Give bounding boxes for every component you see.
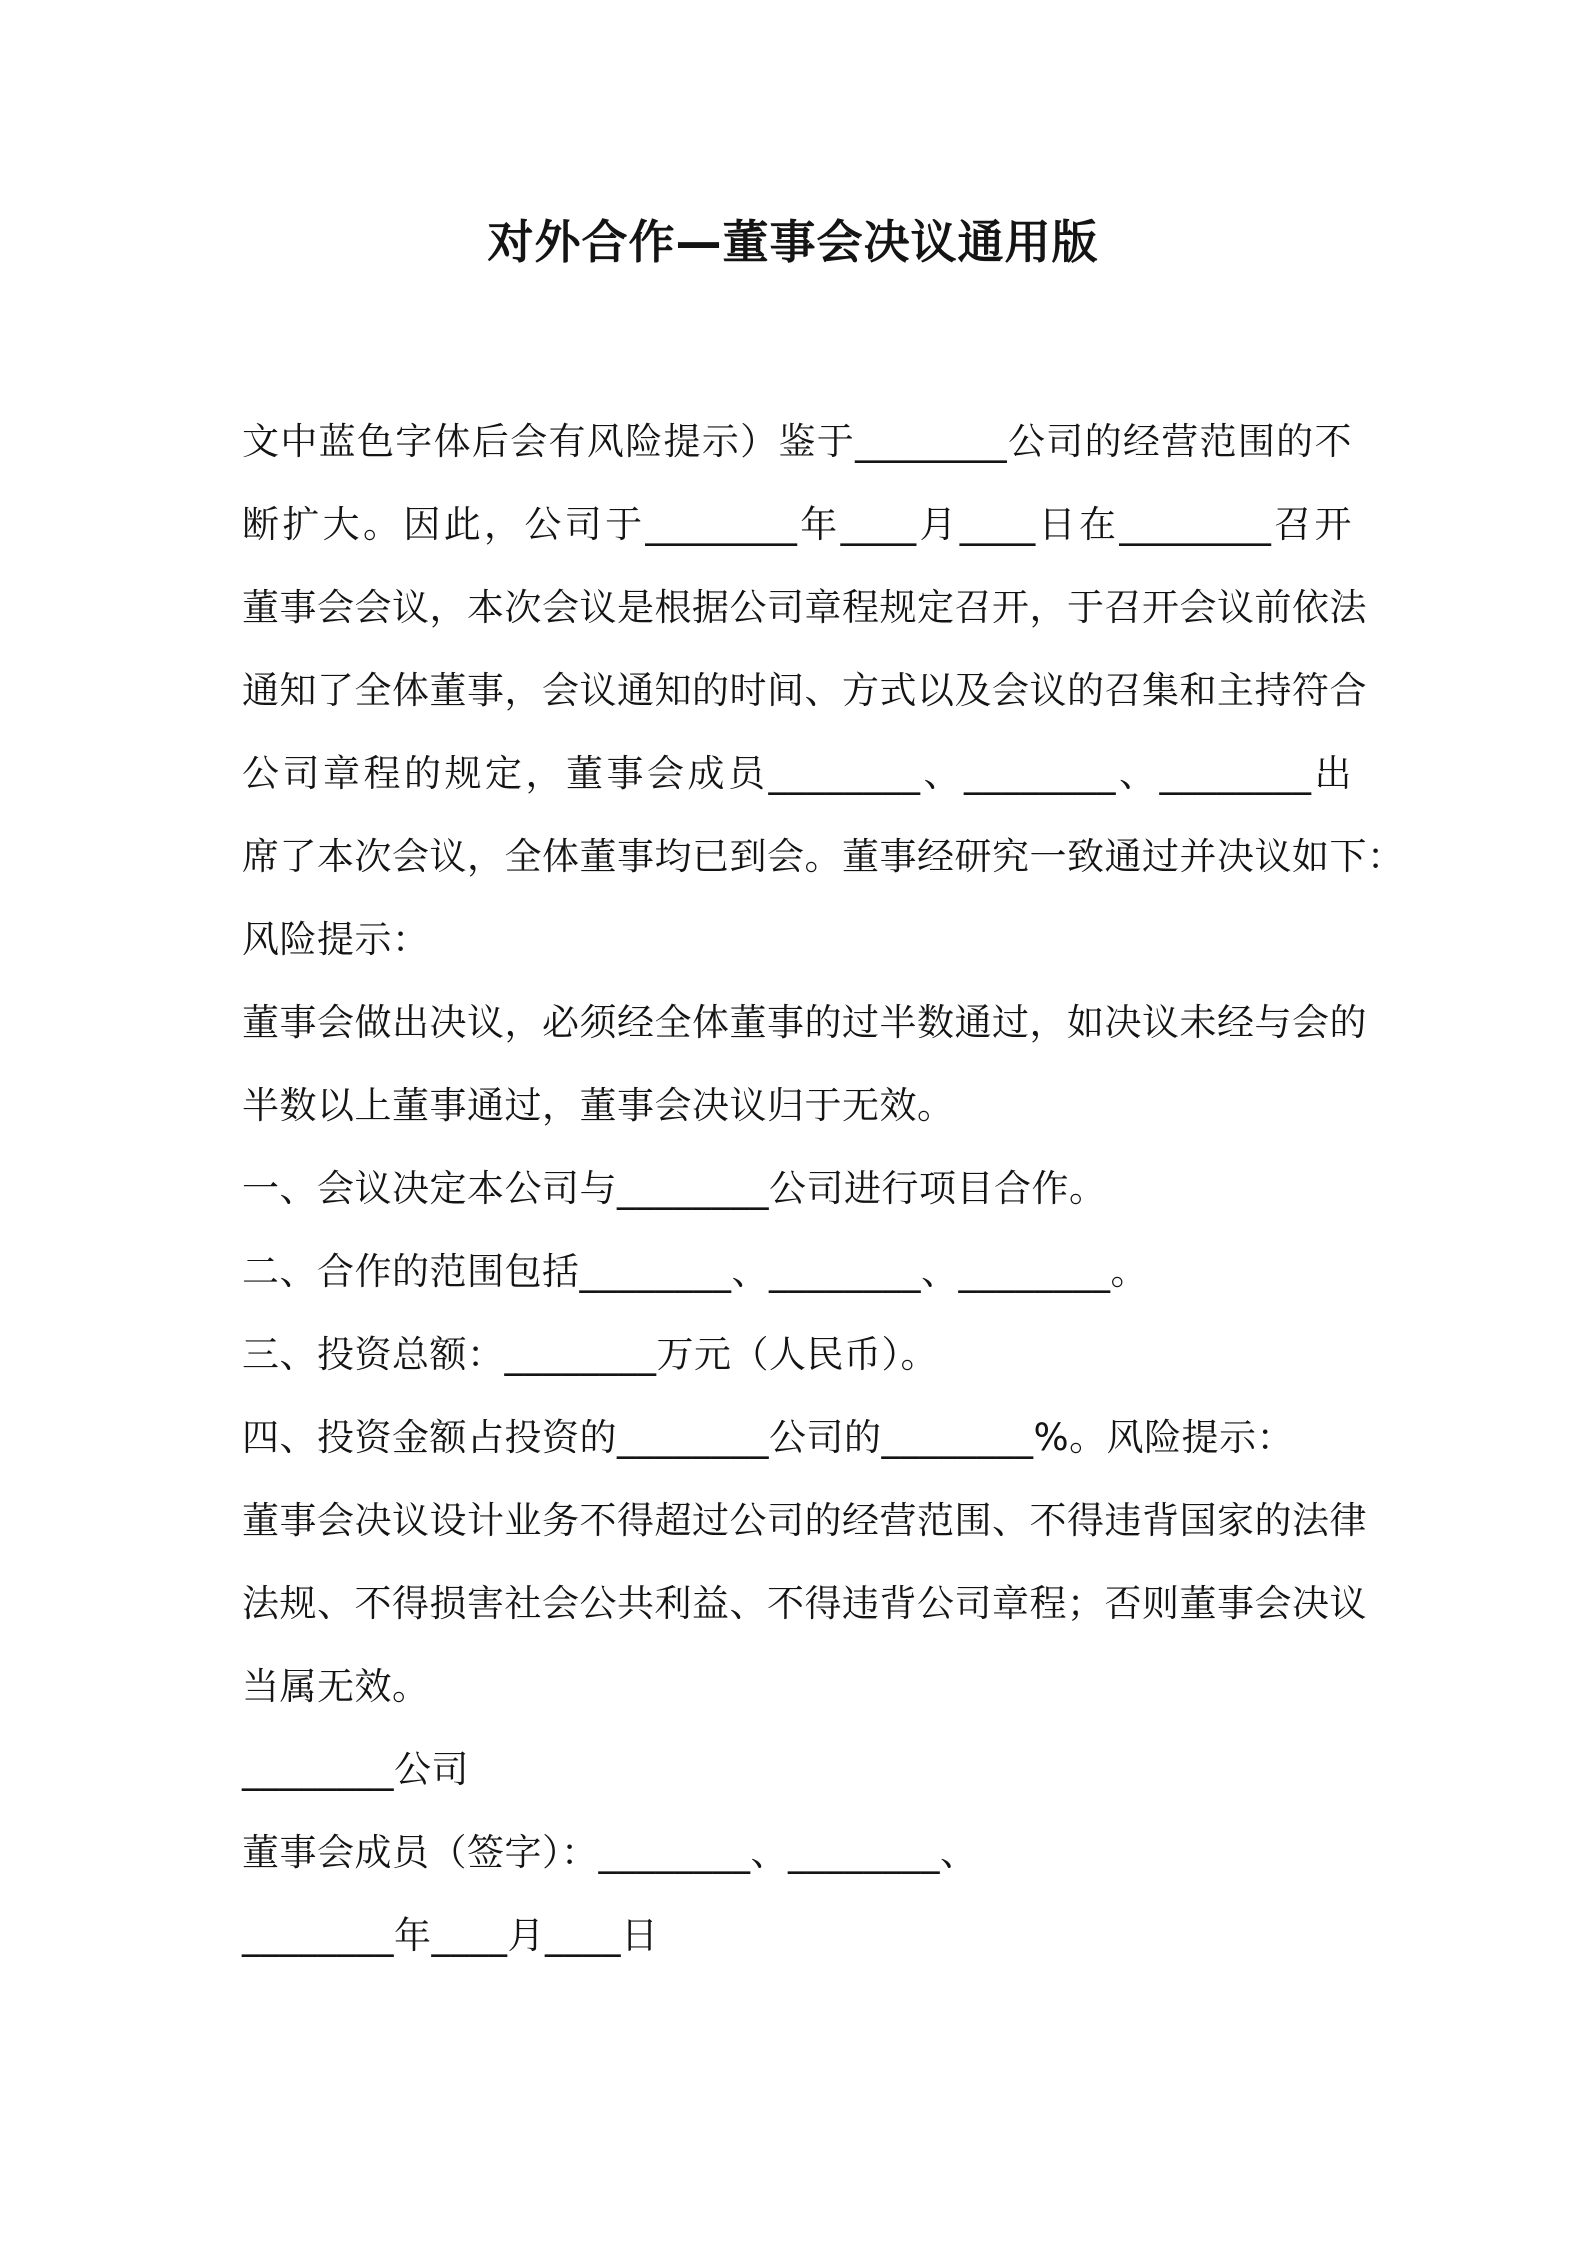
body-line: 当属无效。 <box>242 1665 430 1708</box>
body-line: ________年____月____日 <box>242 1914 659 1957</box>
body-line: 三、投资总额：________万元（人民币）。 <box>242 1333 938 1376</box>
document-title: 对外合作—董事会决议通用版 <box>487 215 1099 269</box>
body-line: 断扩大。因此，公司于________年____月____日在________召开 <box>242 503 1352 546</box>
body-line: 董事会成员（签字）：________、________、 <box>242 1831 978 1874</box>
body-line: 董事会做出决议，必须经全体董事的过半数通过，如决议未经与会的 <box>242 1001 1367 1044</box>
body-line: 董事会决议设计业务不得超过公司的经营范围、不得违背国家的法律 <box>242 1499 1367 1542</box>
body-line: 公司章程的规定，董事会成员________、________、________出 <box>242 752 1352 795</box>
body-line: 风险提示： <box>242 918 430 961</box>
body-line: 文中蓝色字体后会有风险提示）鉴于________公司的经营范围的不 <box>242 420 1352 463</box>
body-line: 二、合作的范围包括________、________、________。 <box>242 1250 1148 1293</box>
body-line: 通知了全体董事，会议通知的时间、方式以及会议的召集和主持符合 <box>242 669 1367 712</box>
body-line: 席了本次会议，全体董事均已到会。董事经研究一致通过并决议如下： <box>242 835 1405 878</box>
body-line: 一、会议决定本公司与________公司进行项目合作。 <box>242 1167 1107 1210</box>
body-line: 四、投资金额占投资的________公司的________%。风险提示： <box>242 1416 1295 1459</box>
document-body <box>242 400 1405 1977</box>
body-line: 半数以上董事通过，董事会决议归于无效。 <box>242 1084 955 1127</box>
body-line: 董事会会议，本次会议是根据公司章程规定召开，于召开会议前依法 <box>242 586 1367 629</box>
body-line: 法规、不得损害社会公共利益、不得违背公司章程；否则董事会决议 <box>242 1582 1367 1625</box>
body-line: ________公司 <box>242 1748 469 1791</box>
